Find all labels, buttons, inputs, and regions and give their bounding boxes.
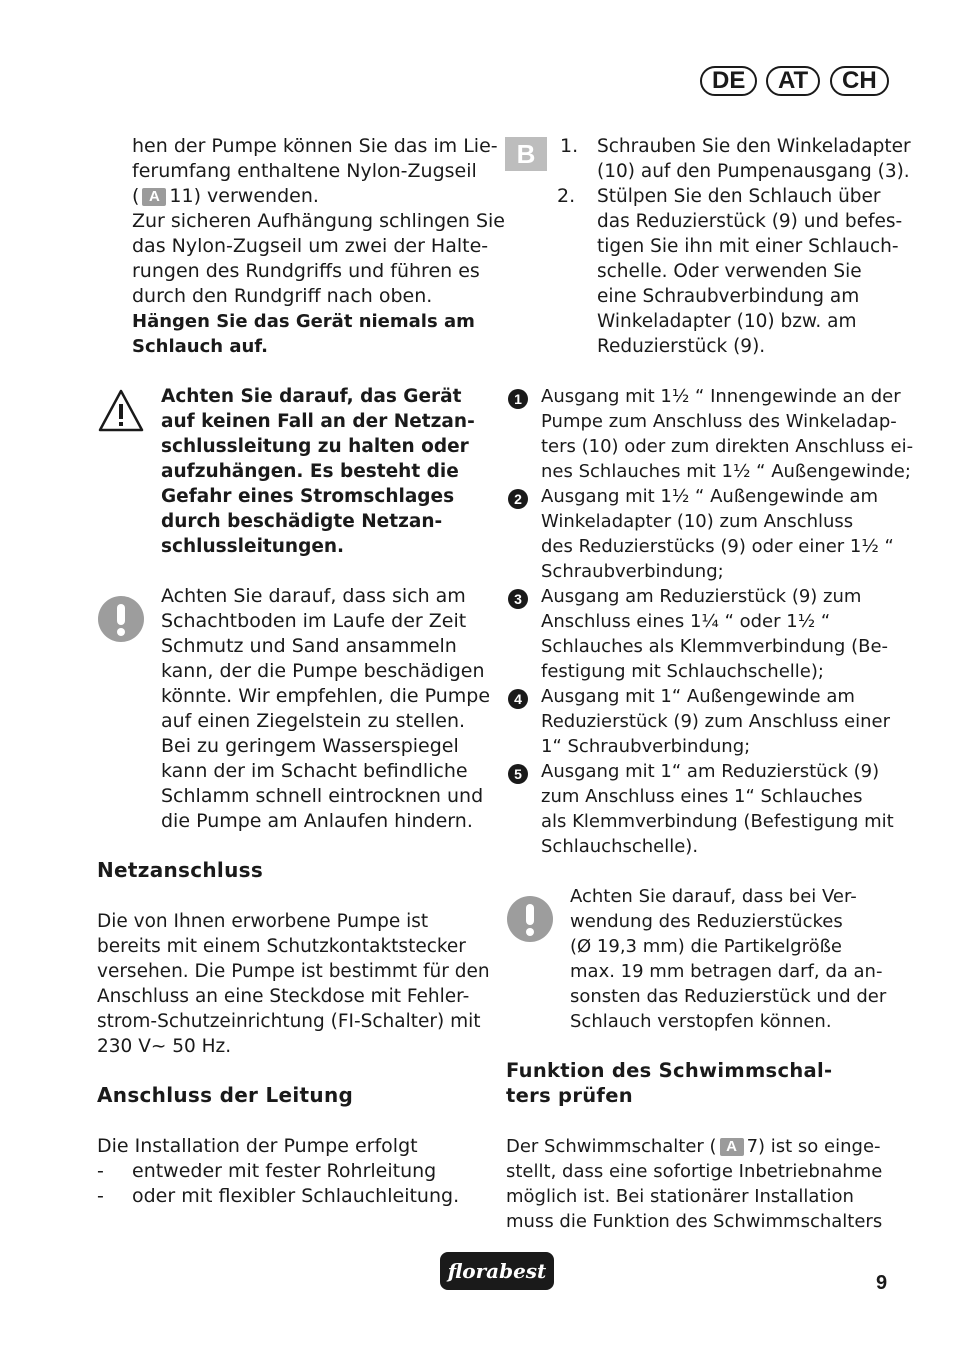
text-line: Pumpe zum Anschluss des Winkeladap- [541, 411, 897, 432]
text-line: des Reduzierstücks (9) oder einer 1½ “ [541, 536, 894, 557]
text-line: Schlauch verstopfen können. [570, 1011, 832, 1032]
text-line: durch beschädigte Netzan- [161, 511, 443, 532]
text-line: wendung des Reduzierstückes [570, 911, 843, 932]
florabest-logo [440, 1252, 554, 1290]
text-line: Schlamm schnell eintrocknen und [161, 785, 484, 807]
text-line [506, 1134, 882, 1159]
note-text-left [161, 584, 490, 834]
page-number: 9 [876, 1272, 888, 1294]
text-fragment: Der Schwimmschalter ( [506, 1136, 717, 1157]
leitung-intro: Die Installation der Pumpe erfolgt [97, 1135, 418, 1157]
text-line: Reduzierstück (9). [597, 336, 766, 357]
text-line: Achten Sie darauf, dass bei Ver- [570, 886, 857, 907]
text-line: Ausgang mit 1“ am Reduzierstück (9) [541, 761, 880, 782]
list-dash: - [97, 1160, 104, 1182]
text-line: strom-Schutzeinrichtung (FI-Schalter) mit [97, 1011, 481, 1032]
output-item [541, 484, 894, 584]
country-badge-at: AT [766, 66, 820, 96]
text-line: muss die Funktion des Schwimmschalters [506, 1211, 883, 1232]
netzanschluss-paragraph [97, 909, 490, 1059]
text-line: durch den Rundgriff nach oben. [132, 285, 433, 307]
ref-open: ( [132, 185, 140, 207]
list-item: oder mit flexibler Schlauchleitung. [132, 1185, 460, 1207]
text-line: nes Schlauches mit 1½ “ Außengewinde; [541, 461, 911, 482]
ref-rest: 11) verwenden. [169, 185, 319, 207]
exclamation-note-icon [507, 896, 553, 942]
text-line: Bei zu geringem Wasserspiegel [161, 735, 459, 757]
text-line: tigen Sie ihn mit einer Schlauch- [597, 236, 899, 257]
text-line: ters (10) oder zum direkten Anschluss ei- [541, 436, 914, 457]
step-text [597, 184, 902, 359]
text-line: die Pumpe am Anlaufen hindern. [161, 810, 473, 832]
text-line: 230 V~ 50 Hz. [97, 1036, 232, 1057]
output-number-badge: 3 [508, 589, 528, 609]
output-number-badge: 2 [508, 489, 528, 509]
section-b-badge: B [505, 137, 547, 171]
output-item [541, 584, 888, 684]
text-line: kann der im Schacht befindliche [161, 760, 468, 782]
text-line: ferumfang enthaltene Nylon-Zugseil [132, 160, 477, 182]
float-switch-heading [506, 1058, 832, 1108]
text-line: könnte. Wir empfehlen, die Pumpe [161, 685, 491, 707]
text-line: auf einen Ziegelstein zu stellen. [161, 710, 466, 732]
text-line [132, 184, 505, 209]
output-number-badge: 1 [508, 389, 528, 409]
step-number: 2. [557, 185, 576, 207]
output-number-badge: 4 [508, 689, 528, 709]
text-line: Ausgang am Reduzierstück (9) zum [541, 586, 862, 607]
text-line: Schachtboden im Laufe der Zeit [161, 610, 467, 632]
text-line: Schraubverbindung; [541, 561, 724, 582]
text-line: das Reduzierstück (9) und befes- [597, 211, 903, 232]
text-line: Ausgang mit 1½ “ Außengewinde am [541, 486, 879, 507]
output-item [541, 684, 890, 759]
text-line: sonsten das Reduzierstück und der [570, 986, 887, 1007]
step-text [597, 134, 911, 184]
text-line: als Klemmverbindung (Befestigung mit [541, 811, 894, 832]
text-line: bereits mit einem Schutzkontaktstecker [97, 936, 466, 957]
text-line: das Nylon-Zugseil um zwei der Halte- [132, 235, 489, 257]
figure-a-badge: A [142, 188, 166, 206]
text-line: Achten Sie darauf, dass sich am [161, 585, 466, 607]
text-line: rungen des Rundgriffs und führen es [132, 260, 480, 282]
text-line: festigung mit Schlauchschelle); [541, 661, 824, 682]
text-line: Schlauches als Klemmverbindung (Be- [541, 636, 889, 657]
anschluss-leitung-heading: Anschluss der Leitung [97, 1083, 354, 1107]
text-line: Die von Ihnen erworbene Pumpe ist [97, 911, 429, 932]
text-line: schlussleitung zu halten oder [161, 436, 469, 457]
text-line: schlussleitungen. [161, 536, 345, 557]
text-line: Anschluss eines 1¼ “ oder 1½ “ [541, 611, 831, 632]
netzanschluss-heading: Netzanschluss [97, 858, 264, 882]
text-line: Gefahr eines Stromschlages [161, 486, 455, 507]
heading-line: ters prüfen [506, 1084, 633, 1107]
text-line: Hängen Sie das Gerät niemals am [132, 311, 475, 332]
text-line: Zur sicheren Aufhängung schlingen Sie [132, 210, 505, 232]
text-line: Schmutz und Sand ansammeln [161, 635, 457, 657]
text-fragment: 7) ist so einge- [746, 1136, 881, 1157]
text-line: Schrauben Sie den Winkeladapter [597, 136, 911, 157]
text-line: Schlauch auf. [132, 336, 268, 357]
text-line: Schlauchschelle). [541, 836, 699, 857]
country-badge-de: DE [700, 66, 757, 96]
text-line: möglich ist. Bei stationärer Installation [506, 1186, 854, 1207]
text-line: versehen. Die Pumpe ist bestimmt für den [97, 961, 490, 982]
text-line: auf keinen Fall an der Netzan- [161, 411, 475, 432]
text-line: Winkeladapter (10) zum Anschluss [541, 511, 854, 532]
step-number: 1. [560, 135, 579, 157]
output-item [541, 759, 894, 859]
warning-triangle-icon [97, 388, 145, 434]
float-switch-paragraph [506, 1134, 882, 1234]
intro-paragraph [132, 134, 505, 359]
text-line: zum Anschluss eines 1“ Schlauches [541, 786, 863, 807]
heading-line: Funktion des Schwimmschal- [506, 1059, 833, 1082]
text-line: Achten Sie darauf, das Gerät [161, 386, 462, 407]
text-line: (10) auf den Pumpenausgang (3). [597, 161, 910, 182]
text-line: Winkeladapter (10) bzw. am [597, 311, 857, 332]
output-item [541, 384, 913, 484]
text-line: Anschluss an eine Steckdose mit Fehler- [97, 986, 470, 1007]
figure-a-badge: A [720, 1138, 744, 1156]
text-line: Ausgang mit 1“ Außengewinde am [541, 686, 855, 707]
text-line: max. 19 mm betragen darf, da an- [570, 961, 883, 982]
warning-text [161, 384, 475, 559]
text-line: aufzuhängen. Es besteht die [161, 461, 459, 482]
text-line: eine Schraubverbindung am [597, 286, 860, 307]
text-line: Ausgang mit 1½ “ Innengewinde an der [541, 386, 901, 407]
exclamation-note-icon [98, 596, 144, 642]
text-line: (Ø 19,3 mm) die Partikelgröße [570, 936, 842, 957]
country-badge-ch: CH [830, 66, 889, 96]
text-line: hen der Pumpe können Sie das im Lie- [132, 135, 498, 157]
note-text-right [570, 884, 886, 1034]
text-line: Stülpen Sie den Schlauch über [597, 186, 881, 207]
logo-text: florabest [447, 1259, 547, 1283]
output-number-badge: 5 [508, 764, 528, 784]
text-line: stellt, dass eine sofortige Inbetriebnahme [506, 1161, 883, 1182]
text-line: 1“ Schraubverbindung; [541, 736, 751, 757]
list-item: entweder mit fester Rohrleitung [132, 1160, 437, 1182]
text-line: Reduzierstück (9) zum Anschluss einer [541, 711, 890, 732]
text-line: kann, der die Pumpe beschädigen [161, 660, 485, 682]
list-dash: - [97, 1185, 104, 1207]
text-line: schelle. Oder verwenden Sie [597, 261, 862, 282]
